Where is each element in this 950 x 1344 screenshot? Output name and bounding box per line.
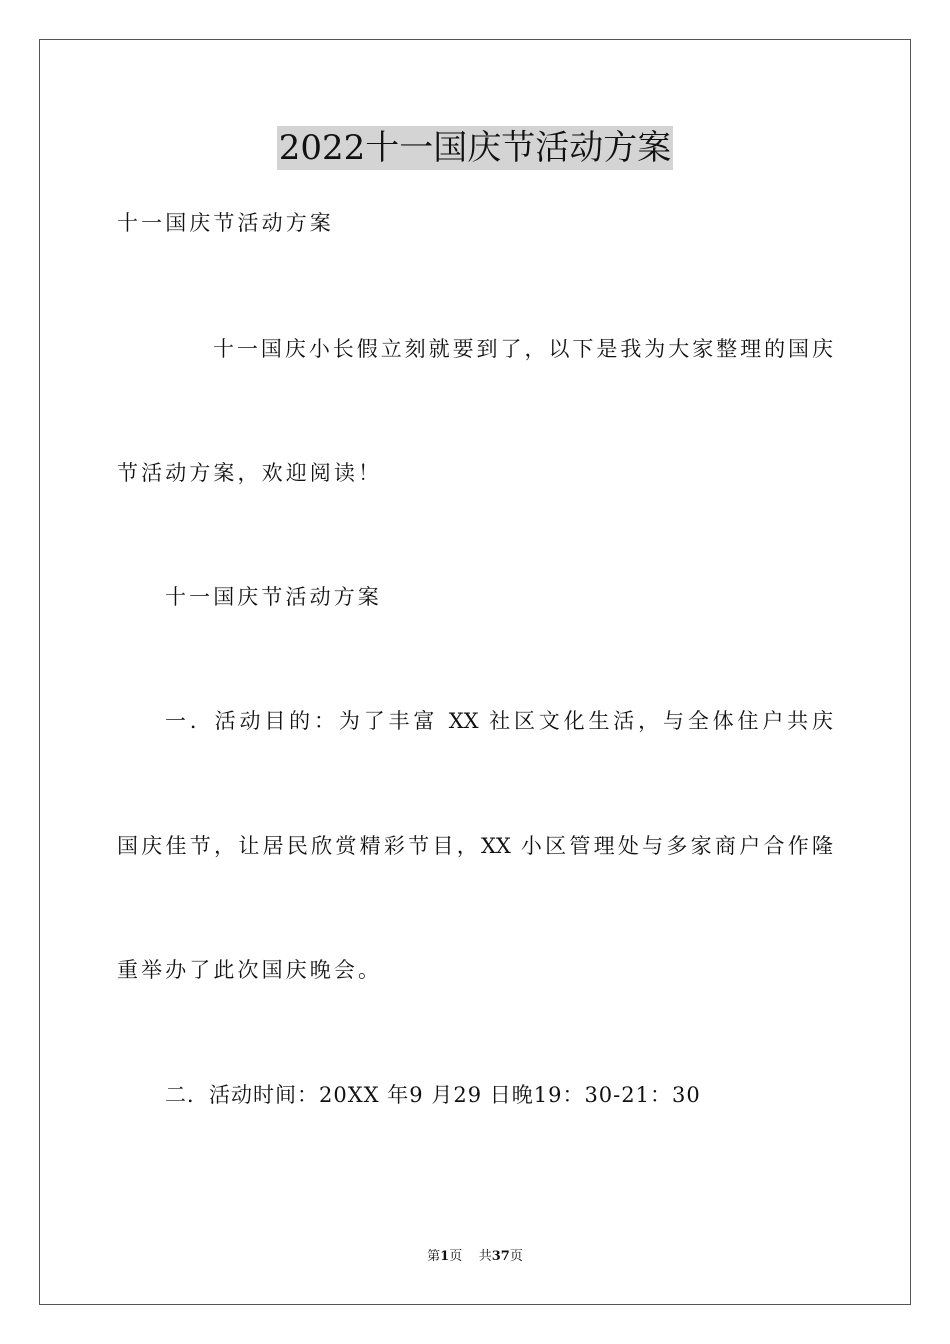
footer-page-number: 1 [440,1249,450,1264]
intro-line-1: 十一国庆小长假立刻就要到了，以下是我为大家整理的国庆 [213,337,833,361]
intro-line-2: 节活动方案，欢迎阅读！ [117,461,383,485]
footer-total-pages: 37 [491,1249,510,1264]
time-line: 二．活动时间：20XX 年9 月29 日晚19：30-21：30 [165,1083,701,1107]
purpose-line-3: 重举办了此次国庆晚会。 [117,958,383,982]
section-heading: 十一国庆节活动方案 [165,585,382,609]
footer-total-prefix: 共 [478,1249,492,1264]
footer-page-suffix: 页 [449,1249,463,1264]
subtitle-line: 十一国庆节活动方案 [117,211,334,235]
purpose-line-1: 一．活动目的：为了丰富 XX 社区文化生活，与全体住户共庆 [165,709,833,733]
document-title: 2022十一国庆节活动方案 [278,128,672,168]
footer-prefix: 第 [427,1249,441,1264]
footer-total-suffix: 页 [509,1249,523,1264]
purpose-line-2: 国庆佳节，让居民欣赏精彩节目，XX 小区管理处与多家商户合作隆 [117,834,833,858]
page-footer [0,1247,950,1267]
